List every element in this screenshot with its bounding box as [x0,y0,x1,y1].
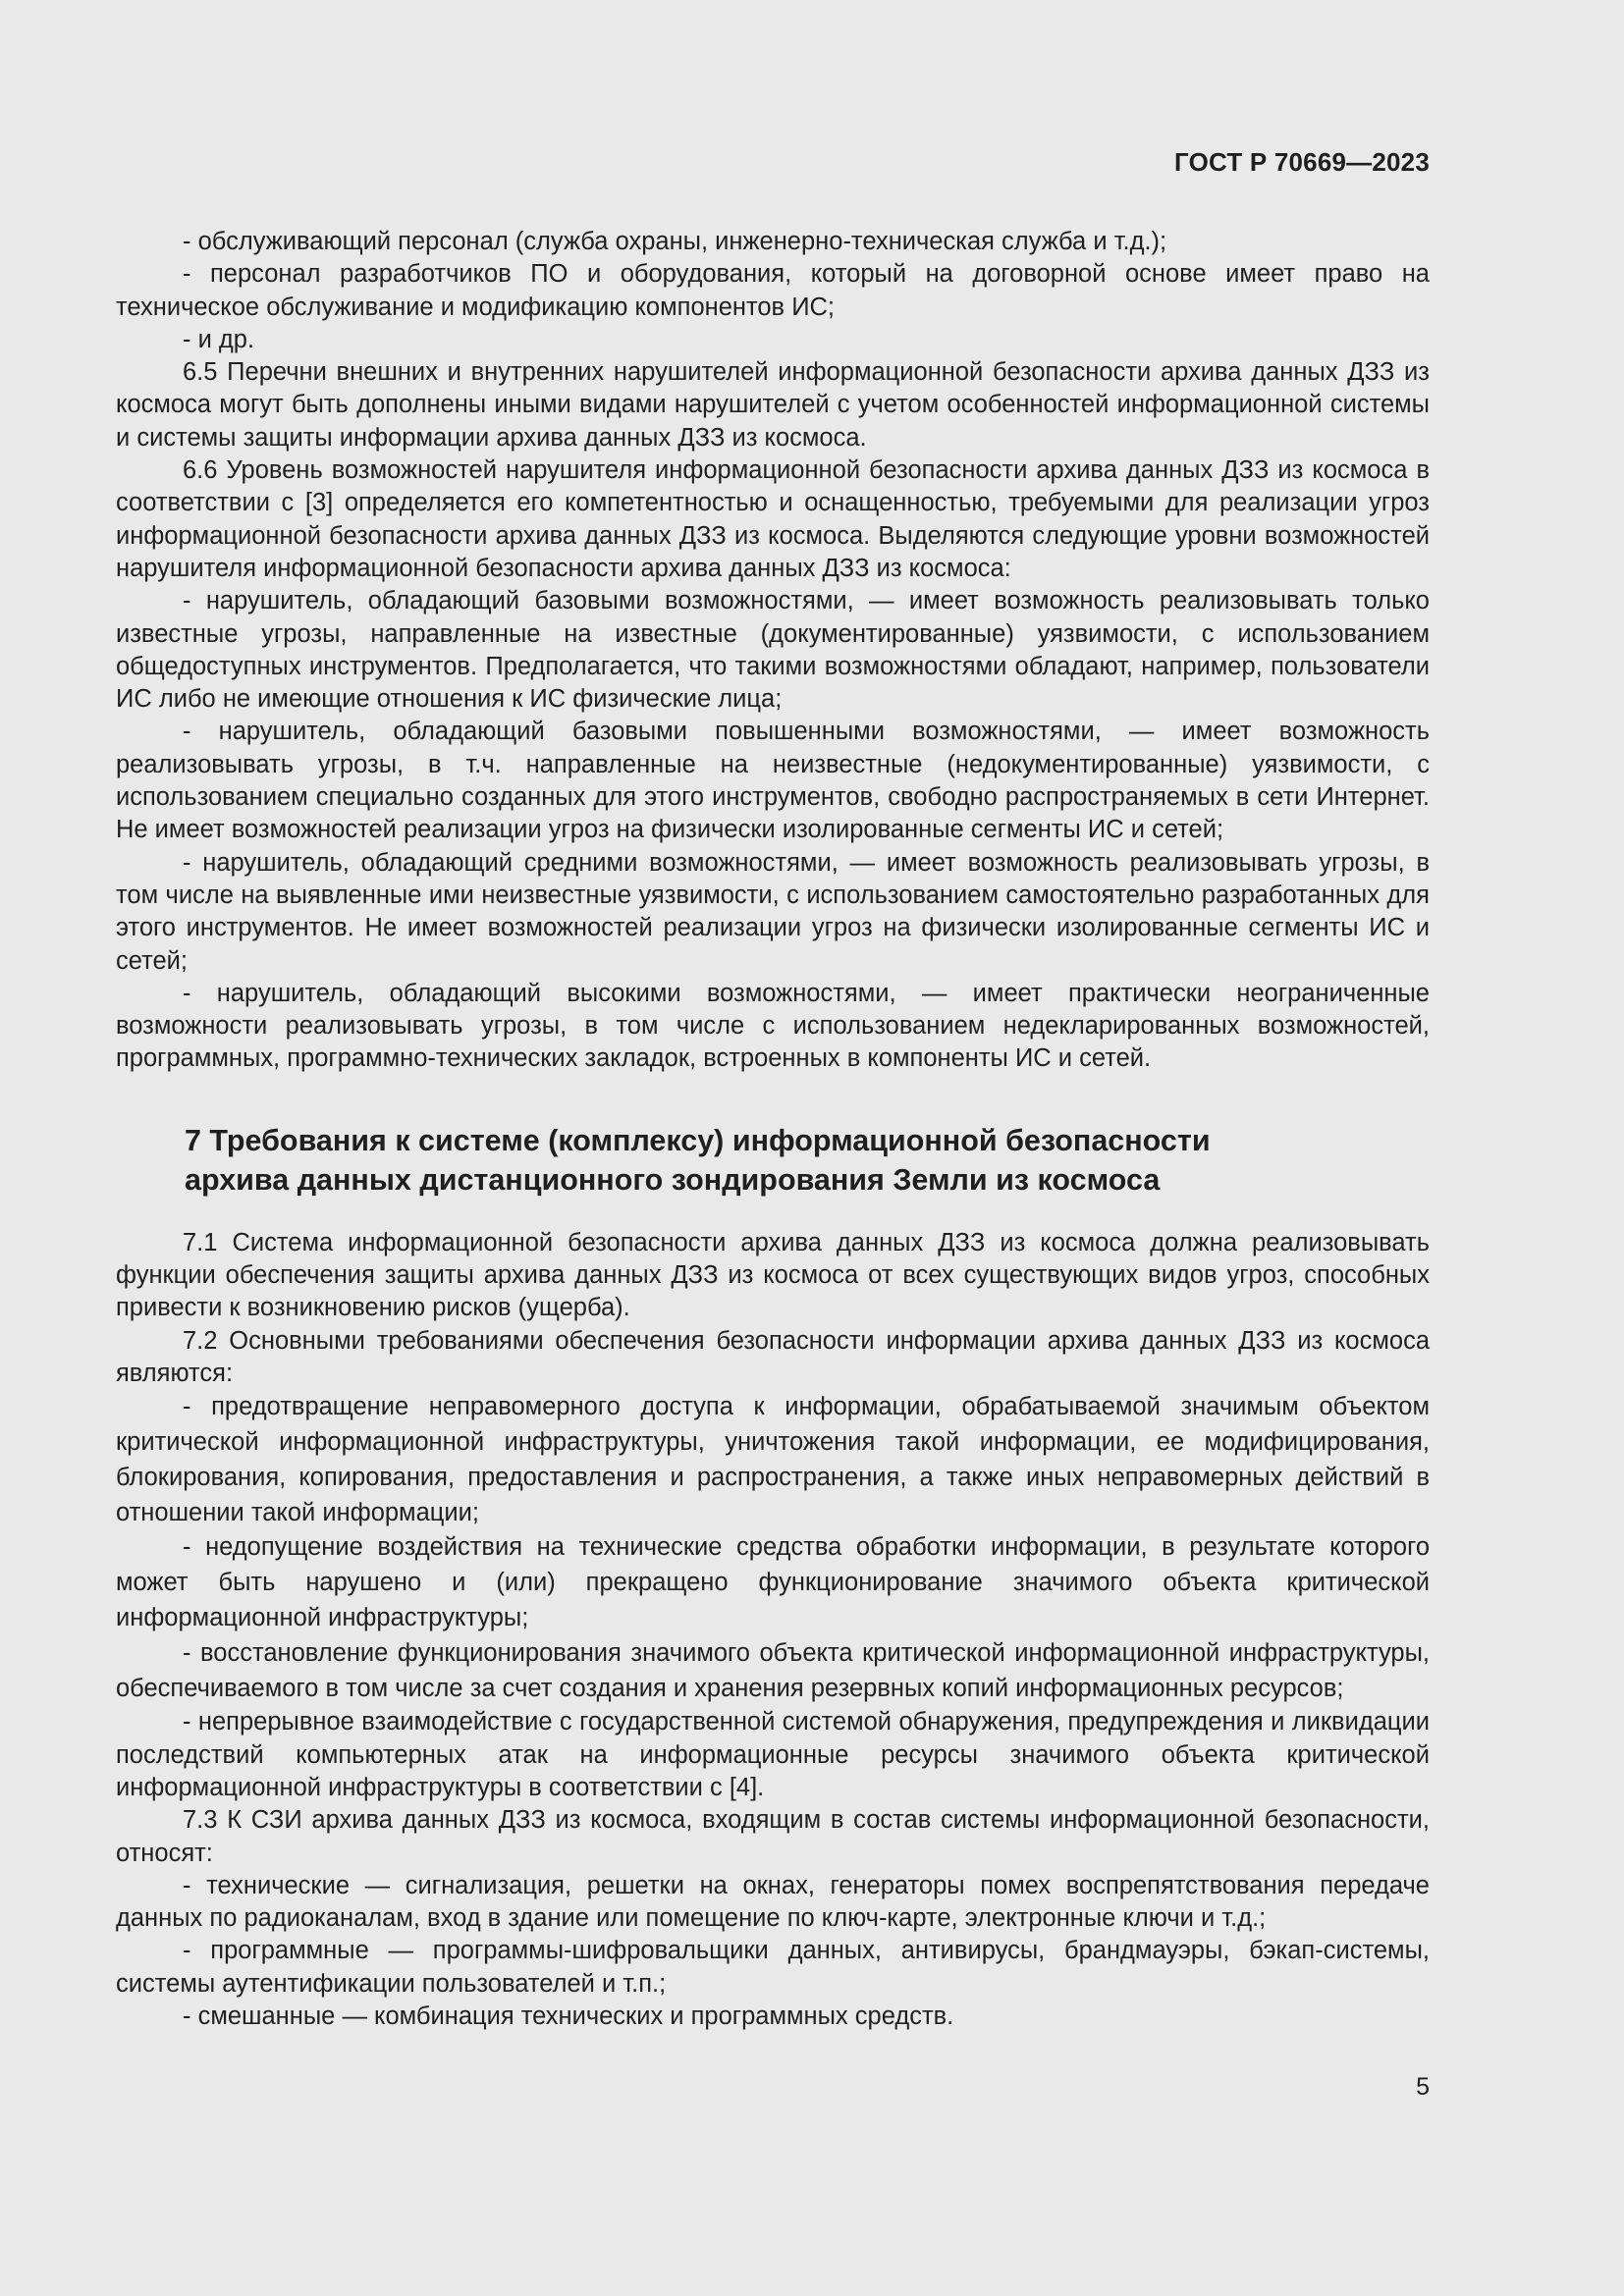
page-content [116,226,1430,2033]
page-number: 5 [1416,2073,1430,2101]
section-7-heading [116,1121,1430,1200]
paragraph: - непрерывное взаимодействие с государственной системой обнаружения, предупреждения и ликвидации последствий компьютерных атак на информационные ресурсы значимого объекта критической информационной инфраструктуры в соответствии с [4]. [116,1708,1430,1801]
paragraph-7-1: 7.1 Система информационной безопасности архива данных ДЗЗ из космоса должна реализовывать функции обеспечения защиты архива данных ДЗЗ из космоса от всех существующих видов угроз, способных привести к возникновению рисков (ущерба). [116,1228,1430,1322]
paragraph: - восстановление функционирования значимого объекта критической информационной инфраструктуры, обеспечиваемого в том числе за счет создания и хранения резервных копий информационных ресурсов; [116,1638,1430,1702]
document-code-header: ГОСТ Р 70669—2023 [1174,147,1430,177]
paragraph: - технические — сигнализация, решетки на окнах, генераторы помех воспрепятствования передаче данных по радиоканалам, вход в здание или помещение по ключ-карте, электронные ключи и т.д.; [116,1871,1430,1933]
paragraph: - предотвращение неправомерного доступа к информации, обрабатываемой значимым объектом критической информационной инфраструктуры, уничтожения такой информации, ее модифицирования, блокирования, копирования, предоставления и распространения, а также иных неправомерных действий в отношении такой информации; [116,1393,1430,1526]
paragraph: - и др. [183,325,255,353]
paragraph: - смешанные — комбинация технических и программных средств. [183,2002,954,2031]
paragraph: - нарушитель, обладающий базовыми возможностями, — имеет возможность реализовывать только известные угрозы, направленные на известные (документированные) уязвимости, с использованием общедоступных инструментов. Предполагается, что такими возможностями обладают, например, пользователи ИС либо не имеющие отношения к ИС физические лица; [116,587,1430,714]
paragraph: - персонал разработчиков ПО и оборудования, который на договорной основе имеет право на техническое обслуживание и модификацию компонентов ИС; [116,260,1430,321]
paragraph: - программные — программы-шифровальщики данных, антивирусы, брандмауэры, бэкап-системы, системы аутентификации пользователей и т.п.; [116,1937,1430,1998]
paragraph-6-6: 6.6 Уровень возможностей нарушителя информационной безопасности архива данных ДЗЗ из космоса в соответствии с [3] определяется его компетентностью и оснащенностью, требуемыми для реализации угроз информационной безопасности архива данных ДЗЗ из космоса. Выделяются следующие уровни возможностей нарушителя информационной безопасности архива данных ДЗЗ из космоса: [116,456,1430,582]
paragraph-6-5: 6.5 Перечни внешних и внутренних нарушителей информационной безопасности архива данных ДЗЗ из космоса могут быть дополнены иными видами нарушителей с учетом особенностей информационной системы и системы защиты информации архива данных ДЗЗ из космоса. [116,358,1430,452]
section-7-heading-line-2: архива данных дистанционного зондирования Земли из космоса [185,1162,1161,1197]
paragraph: - нарушитель, обладающий базовыми повышенными возможностями, — имеет возможность реализовывать угрозы, в т.ч. направленные на неизвестные (недокументированные) уязвимости, с использованием специально созданных для этого инструментов, свободно распространяемых в сети Интернет. Не имеет возможностей реализации угроз на физически изолированные сегменты ИС и сетей; [116,718,1430,844]
paragraph: - обслуживающий персонал (служба охраны, инженерно-техническая служба и т.д.); [183,228,1167,255]
paragraph: - нарушитель, обладающий высокими возможностями, — имеет практически неограниченные возможности реализовывать угрозы, в том числе с использованием недекларированных возможностей, программных, программно-технических закладок, встроенных в компоненты ИС и сетей. [116,979,1430,1073]
paragraph: - недопущение воздействия на технические средства обработки информации, в результате которого может быть нарушено и (или) прекращено функционирование значимого объекта критической информационной инфраструктуры; [116,1533,1430,1631]
paragraph-7-3: 7.3 К СЗИ архива данных ДЗЗ из космоса, входящим в состав системы информационной безопасности, относят: [116,1806,1430,1867]
section-7-heading-line-1: 7 Требования к системе (комплексу) информационной безопасности [185,1123,1211,1157]
paragraph-7-2: 7.2 Основными требованиями обеспечения безопасности информации архива данных ДЗЗ из космоса являются: [116,1326,1430,1387]
paragraph: - нарушитель, обладающий средними возможностями, — имеет возможность реализовывать угрозы, в том числе на выявленные ими неизвестные уязвимости, с использованием самостоятельно разработанных для этого инструментов. Не имеет возможностей реализации угроз на физически изолированные сегменты ИС и сетей; [116,848,1430,975]
